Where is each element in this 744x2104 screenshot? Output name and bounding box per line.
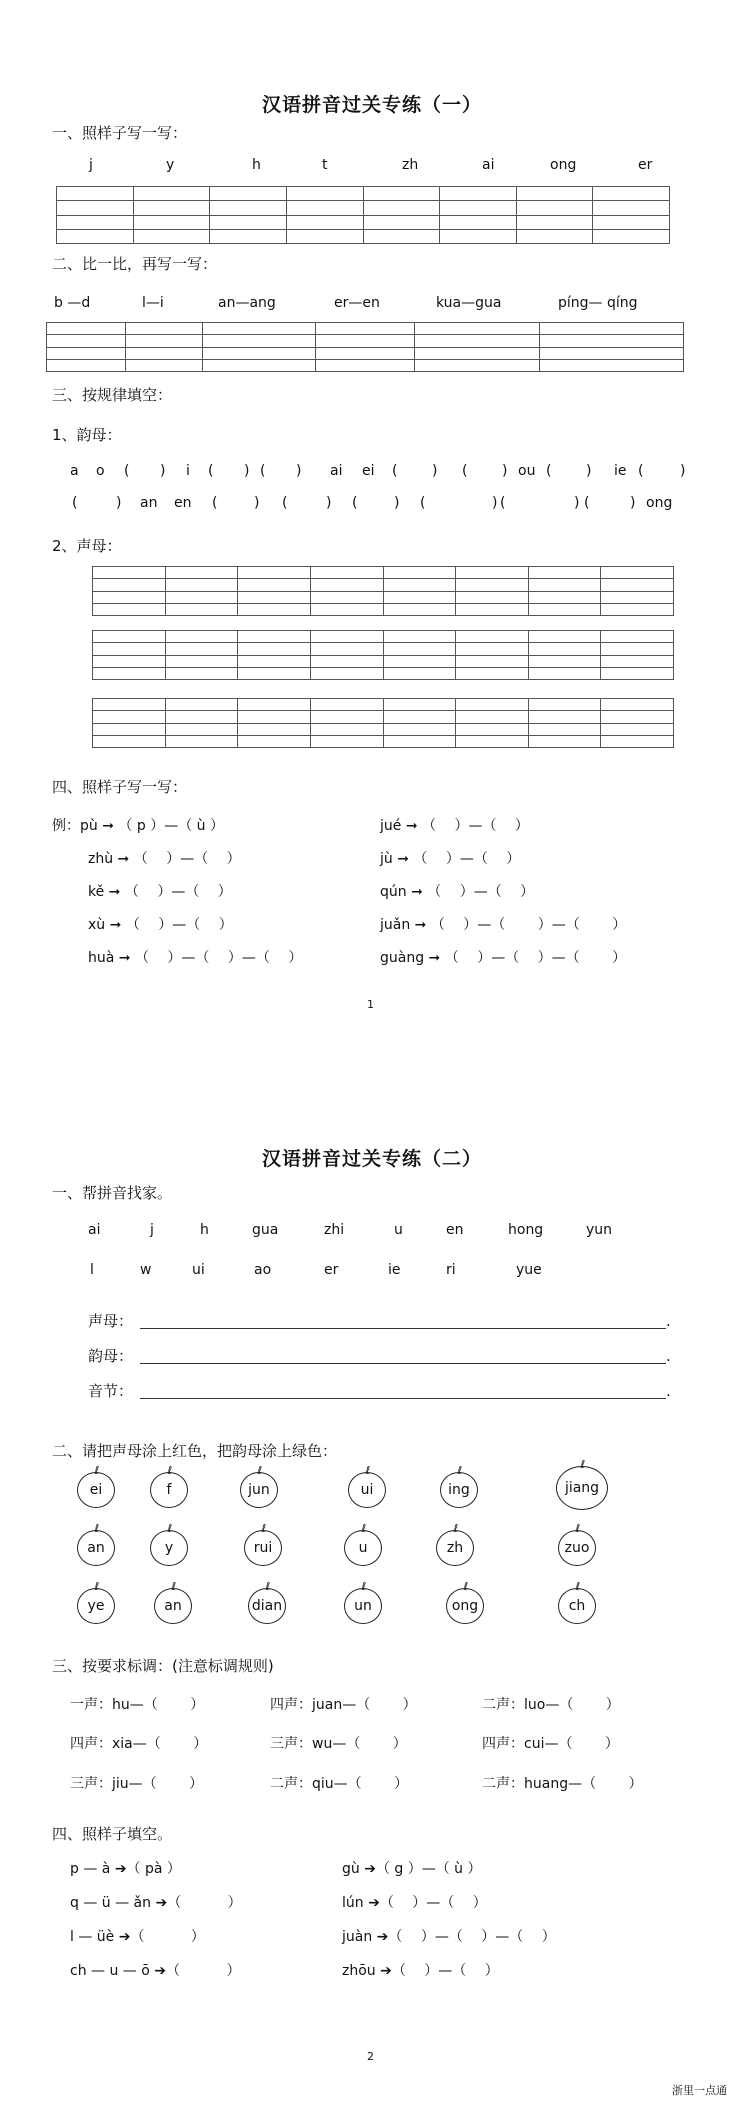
- seq-item: ): [116, 495, 122, 511]
- fill-blanks: （ ）—（ ）—（ ）: [430, 917, 627, 933]
- stem-icon: ℓ: [361, 1580, 367, 1593]
- apple-label: u: [358, 1540, 368, 1556]
- arrow-icon: ➞: [104, 884, 125, 900]
- pinyin-item: w: [140, 1262, 152, 1278]
- arrow-icon: ➞: [113, 851, 134, 867]
- pinyin-item: ie: [388, 1262, 401, 1278]
- pair: kua—gua: [436, 295, 502, 311]
- apple-label: dian: [251, 1598, 283, 1614]
- apple-label: an: [164, 1598, 182, 1614]
- seq-item: (: [392, 463, 398, 479]
- fill-task: q — ü — ǎn ➔（ ）: [70, 1895, 242, 1911]
- p1-s4-left-row: [88, 881, 232, 901]
- stem-icon: ℓ: [261, 1522, 267, 1535]
- apple-label: jun: [248, 1482, 270, 1498]
- p1-s4-right-row: [380, 914, 626, 934]
- p1-s4-left-row: [88, 947, 302, 967]
- pinyin-item: ao: [254, 1262, 272, 1278]
- seq-item: ): [296, 463, 302, 479]
- arrow-icon: ➞: [401, 818, 423, 834]
- stem-icon: ℓ: [94, 1580, 100, 1593]
- stem-icon: ℓ: [171, 1580, 177, 1593]
- seq-item: (: [352, 495, 358, 511]
- apple-item[interactable]: [154, 1580, 192, 1624]
- stem-icon: ℓ: [265, 1580, 271, 1593]
- pair: er—en: [334, 295, 380, 311]
- letter: er: [638, 157, 653, 173]
- seq-item: (: [72, 495, 78, 511]
- apple-label: ye: [87, 1598, 105, 1614]
- apple-label: jiang: [564, 1480, 600, 1496]
- apple-label: ch: [568, 1598, 586, 1614]
- arrow-icon: ➞: [114, 950, 135, 966]
- seq-item: (: [208, 463, 214, 479]
- tone-task: 二声：qiu—（ ）: [270, 1776, 409, 1792]
- syllables-answer-line[interactable]: [140, 1398, 666, 1399]
- seq-item: ): [160, 463, 166, 479]
- apple-item[interactable]: [446, 1580, 484, 1624]
- p2-section1-heading: 一、帮拼音找家。: [52, 1184, 173, 1202]
- stem-icon: ℓ: [580, 1458, 586, 1471]
- p1-s4-right-row: [380, 947, 626, 967]
- stem-icon: ℓ: [365, 1464, 371, 1477]
- p1-sub1-label: 1、韵母：: [52, 426, 122, 444]
- p1-writing-grid-2[interactable]: [46, 322, 684, 372]
- apple-label: zh: [446, 1540, 464, 1556]
- letter: j: [89, 157, 93, 173]
- page2-title: 汉语拼音过关专练（二）: [262, 1148, 483, 1170]
- seq-item: ): [586, 463, 592, 479]
- arrow-icon: ➞: [406, 884, 428, 900]
- label-finals: 韵母：: [88, 1347, 134, 1365]
- fill-blanks: （ ）—（ ）: [413, 851, 521, 867]
- seq-item: ie: [614, 463, 627, 479]
- pinyin-item: ui: [192, 1262, 205, 1278]
- seq-item: (: [500, 495, 506, 511]
- seq-item: (: [212, 495, 218, 511]
- pinyin-item: er: [324, 1262, 339, 1278]
- apple-label: y: [164, 1540, 174, 1556]
- apple-item[interactable]: [150, 1522, 188, 1566]
- seq-item: ): [502, 463, 508, 479]
- fill-task: juàn ➔（ ）—（ ）—（ ）: [342, 1929, 556, 1945]
- tone-task: 三声：wu—（ ）: [270, 1736, 407, 1752]
- apple-item[interactable]: [344, 1522, 382, 1566]
- pair: píng— qíng: [558, 295, 638, 311]
- pinyin-item: j: [150, 1222, 154, 1238]
- seq-item: ): [244, 463, 250, 479]
- pair: an—ang: [218, 295, 276, 311]
- seq-item: ): [394, 495, 400, 511]
- seq-item: a: [70, 463, 79, 479]
- seq-item: (: [260, 463, 266, 479]
- apple-label: rui: [253, 1540, 273, 1556]
- corner-watermark: 浙里一点通: [672, 2084, 727, 2097]
- seq-item: (: [546, 463, 552, 479]
- p1-s4-left-row: [52, 815, 224, 835]
- syllable: juǎn: [380, 917, 411, 933]
- fill-task: p — à ➔（ pà ）: [70, 1861, 181, 1877]
- pinyin-item: zhi: [324, 1222, 345, 1238]
- fill-task: lún ➔（ ）—（ ）: [342, 1895, 487, 1911]
- label-syllables: 音节：: [88, 1382, 134, 1400]
- tone-task: 二声：luo—（ ）: [482, 1697, 620, 1713]
- syllable: jué: [380, 818, 402, 834]
- apple-label: an: [87, 1540, 105, 1556]
- apple-label: ing: [448, 1482, 470, 1498]
- apple-item[interactable]: [344, 1580, 382, 1624]
- syllable: guàng: [380, 950, 425, 966]
- apple-item[interactable]: [348, 1464, 386, 1508]
- fill-blanks: （ ）—（ ）: [427, 884, 535, 900]
- p1-initials-grid-1[interactable]: [92, 566, 674, 616]
- letter: y: [166, 157, 175, 173]
- apple-item[interactable]: [77, 1522, 115, 1566]
- p1-s4-right-row: [380, 881, 534, 901]
- apple-item[interactable]: [77, 1464, 115, 1508]
- seq-item: en: [174, 495, 192, 511]
- pinyin-item: ri: [446, 1262, 456, 1278]
- stem-icon: ℓ: [257, 1464, 263, 1477]
- stem-icon: ℓ: [94, 1522, 100, 1535]
- apple-label: f: [166, 1482, 172, 1498]
- fill-blanks: （ ）—（ ）: [133, 851, 241, 867]
- seq-item: (: [584, 495, 590, 511]
- pinyin-item: ai: [88, 1222, 101, 1238]
- apple-label: ei: [89, 1482, 103, 1498]
- apple-label: un: [354, 1598, 372, 1614]
- apple-label: ui: [360, 1482, 374, 1498]
- stem-icon: ℓ: [361, 1522, 367, 1535]
- syllable: qún: [380, 884, 407, 900]
- pinyin-item: l: [90, 1262, 94, 1278]
- p1-section4-heading: 四、照样子写一写：: [52, 778, 188, 796]
- seq-item: ei: [362, 463, 375, 479]
- seq-item: (: [124, 463, 130, 479]
- letter: zh: [402, 157, 419, 173]
- p1-section1-heading: 一、照样子写一写：: [52, 124, 188, 142]
- seq-item: ): [432, 463, 438, 479]
- stem-icon: ℓ: [463, 1580, 469, 1593]
- pinyin-item: yun: [586, 1222, 613, 1238]
- pinyin-item: u: [394, 1222, 403, 1238]
- page-number: 1: [367, 998, 374, 1011]
- line-end-mark: .: [666, 1382, 671, 1400]
- stem-icon: ℓ: [575, 1580, 581, 1593]
- letter: ong: [550, 157, 577, 173]
- tone-task: 三声：jiu—（ ）: [70, 1776, 204, 1792]
- apple-item[interactable]: [556, 1458, 608, 1510]
- fill-task: gù ➔（ g ）—（ ù ）: [342, 1861, 482, 1877]
- syllable: xù: [88, 917, 106, 933]
- tone-task: 二声：huang—（ ）: [482, 1776, 643, 1792]
- pinyin-item: h: [200, 1222, 209, 1238]
- seq-item: (: [282, 495, 288, 511]
- fill-blanks: （ ）—（ ）: [125, 917, 233, 933]
- stem-icon: ℓ: [167, 1522, 173, 1535]
- pair: l—i: [142, 295, 164, 311]
- p1-s4-right-row: [380, 848, 520, 868]
- syllable: zhù: [88, 851, 114, 867]
- seq-item: ): [326, 495, 332, 511]
- seq-item: ): [492, 495, 498, 511]
- stem-icon: ℓ: [167, 1464, 173, 1477]
- apple-item[interactable]: [244, 1522, 282, 1566]
- initials-answer-line[interactable]: [140, 1328, 666, 1329]
- seq-item: (: [462, 463, 468, 479]
- apple-item[interactable]: [150, 1464, 188, 1508]
- letter: ai: [482, 157, 495, 173]
- line-end-mark: .: [666, 1347, 671, 1365]
- syllable: kě: [88, 884, 105, 900]
- letter: h: [252, 157, 261, 173]
- seq-item: ): [574, 495, 580, 511]
- page-number: 2: [367, 2050, 374, 2063]
- p1-sub2-label: 2、声母：: [52, 537, 122, 555]
- seq-item: o: [96, 463, 105, 479]
- fill-task: ch — u — ō ➔（ ）: [70, 1963, 241, 1979]
- fill-blanks: （ ）—（ ）: [124, 884, 232, 900]
- pair: b —d: [54, 295, 91, 311]
- seq-item: ai: [330, 463, 343, 479]
- page1-title: 汉语拼音过关专练（一）: [262, 94, 483, 116]
- pinyin-item: hong: [508, 1222, 544, 1238]
- fill-task: zhōu ➔（ ）—（ ）: [342, 1963, 499, 1979]
- arrow-icon: ➞: [102, 818, 119, 834]
- syllable: huà: [88, 950, 115, 966]
- p2-section2-heading: 二、请把声母涂上红色，把韵母涂上绿色：: [52, 1442, 338, 1460]
- p1-s4-left-row: [88, 848, 241, 868]
- label-initials: 声母：: [88, 1312, 134, 1330]
- syllable: jù: [380, 851, 393, 867]
- apple-item[interactable]: [558, 1580, 596, 1624]
- stem-icon: ℓ: [575, 1522, 581, 1535]
- seq-item: ): [254, 495, 260, 511]
- tone-task: 四声：cui—（ ）: [482, 1736, 619, 1752]
- arrow-icon: ➞: [105, 917, 126, 933]
- seq-item: ): [630, 495, 636, 511]
- arrow-icon: ➞: [410, 917, 431, 933]
- p1-initials-grid-2[interactable]: [92, 630, 674, 680]
- fill-blanks: （ p ）—（ ù ）: [118, 818, 224, 834]
- stem-icon: ℓ: [453, 1522, 459, 1535]
- seq-item: an: [140, 495, 158, 511]
- apple-item[interactable]: [440, 1464, 478, 1508]
- p1-s4-right-row: [380, 815, 529, 835]
- fill-blanks: （ ）—（ ）—（ ）: [444, 950, 627, 966]
- syllable: pù: [80, 818, 98, 834]
- apple-item[interactable]: [240, 1464, 278, 1508]
- example-label: 例：: [52, 818, 80, 834]
- p1-writing-grid-1[interactable]: [56, 186, 670, 244]
- apple-label: ong: [451, 1598, 479, 1614]
- p1-section3-heading: 三、按规律填空：: [52, 386, 173, 404]
- apple-label: zuo: [564, 1540, 590, 1556]
- seq-item: (: [420, 495, 426, 511]
- p1-s4-left-row: [88, 914, 233, 934]
- stem-icon: ℓ: [94, 1464, 100, 1477]
- p1-initials-grid-3[interactable]: [92, 698, 674, 748]
- p2-section3-heading: 三、按要求标调：(注意标调规则): [52, 1657, 274, 1675]
- line-end-mark: .: [666, 1312, 671, 1330]
- fill-task: l — üè ➔（ ）: [70, 1929, 205, 1945]
- apple-item[interactable]: [77, 1580, 115, 1624]
- arrow-icon: ➞: [424, 950, 445, 966]
- seq-item: (: [638, 463, 644, 479]
- pinyin-item: en: [446, 1222, 464, 1238]
- letter: t: [322, 157, 328, 173]
- tone-task: 四声：juan—（ ）: [270, 1697, 417, 1713]
- seq-item: ong: [646, 495, 673, 511]
- stem-icon: ℓ: [457, 1464, 463, 1477]
- tone-task: 一声：hu—（ ）: [70, 1697, 205, 1713]
- seq-item: ): [680, 463, 686, 479]
- apple-item[interactable]: [248, 1580, 286, 1624]
- tone-task: 四声：xia—（ ）: [70, 1736, 208, 1752]
- arrow-icon: ➞: [392, 851, 414, 867]
- seq-item: ou: [518, 463, 536, 479]
- pinyin-item: yue: [516, 1262, 542, 1278]
- apple-item[interactable]: [558, 1522, 596, 1566]
- p1-section2-heading: 二、比一比，再写一写：: [52, 255, 218, 273]
- pinyin-item: gua: [252, 1222, 279, 1238]
- fill-blanks: （ ）—（ ）: [422, 818, 529, 834]
- p2-section4-heading: 四、照样子填空。: [52, 1825, 173, 1843]
- fill-blanks: （ ）—（ ）—（ ）: [134, 950, 303, 966]
- seq-item: i: [186, 463, 190, 479]
- apple-item[interactable]: [436, 1522, 474, 1566]
- finals-answer-line[interactable]: [140, 1363, 666, 1364]
